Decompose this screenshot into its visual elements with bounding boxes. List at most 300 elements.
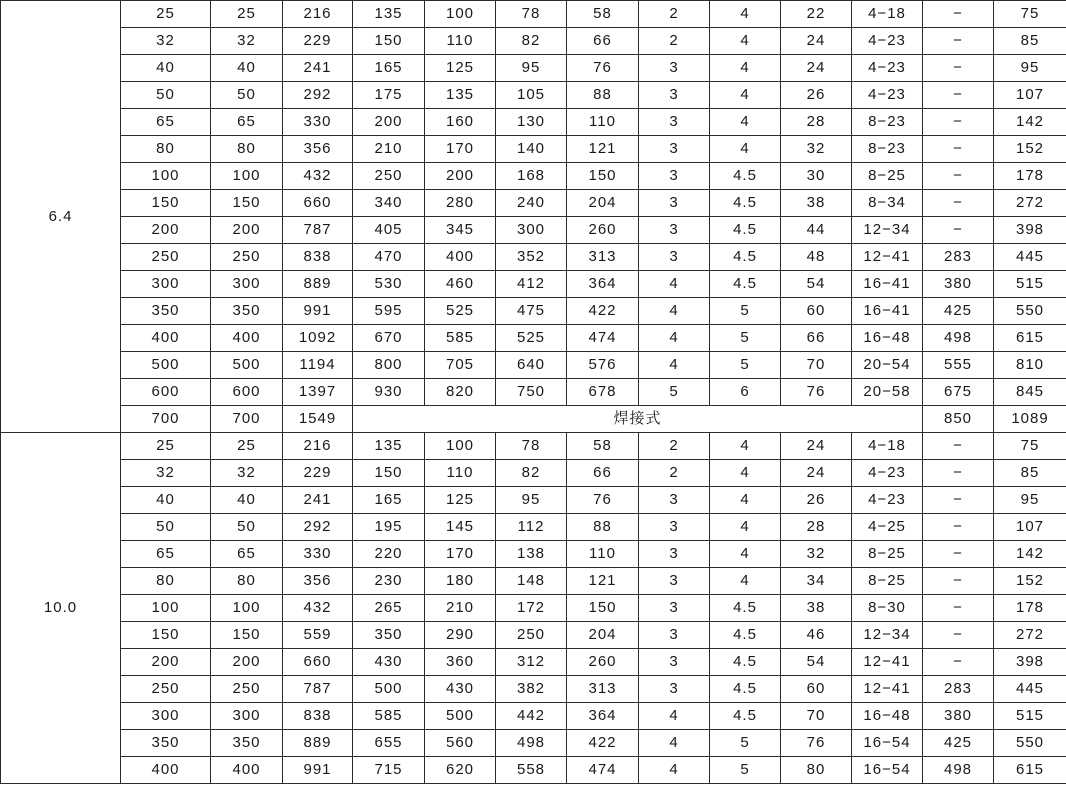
table-cell: 107 <box>994 82 1066 109</box>
table-cell: 76 <box>567 55 639 82</box>
table-cell: 810 <box>994 352 1066 379</box>
table-cell: − <box>923 487 994 514</box>
table-cell: 4 <box>639 325 710 352</box>
table-cell: 160 <box>425 109 496 136</box>
table-cell: 4.5 <box>710 703 781 730</box>
table-cell: 4 <box>639 271 710 298</box>
table-cell: 425 <box>923 298 994 325</box>
table-cell: 5 <box>710 730 781 757</box>
table-cell: 16−41 <box>852 271 923 298</box>
table-cell: 75 <box>994 433 1066 460</box>
table-cell: 25 <box>121 433 211 460</box>
table-cell: 930 <box>353 379 425 406</box>
table-cell: 4.5 <box>710 622 781 649</box>
table-cell: 498 <box>923 757 994 784</box>
table-cell: 4 <box>710 460 781 487</box>
table-cell: 12−34 <box>852 217 923 244</box>
table-cell: 170 <box>425 541 496 568</box>
table-cell: 210 <box>353 136 425 163</box>
table-cell: 145 <box>425 514 496 541</box>
table-cell: 12−41 <box>852 244 923 271</box>
table-cell: 125 <box>425 55 496 82</box>
table-row <box>1 244 1066 271</box>
table-cell: 229 <box>283 460 353 487</box>
table-cell: 40 <box>121 55 211 82</box>
table-cell: 65 <box>121 541 211 568</box>
table-cell: 312 <box>496 649 567 676</box>
table-cell: 4.5 <box>710 676 781 703</box>
table-cell: 250 <box>121 676 211 703</box>
table-cell: 340 <box>353 190 425 217</box>
table-cell: 283 <box>923 676 994 703</box>
table-cell: 100 <box>211 595 283 622</box>
table-cell: 46 <box>781 622 852 649</box>
table-cell: 250 <box>121 244 211 271</box>
table-row <box>1 217 1066 244</box>
table-cell: 787 <box>283 217 353 244</box>
table-cell: 4−18 <box>852 1 923 28</box>
table-cell: 838 <box>283 244 353 271</box>
table-cell: 66 <box>567 28 639 55</box>
table-cell: 1194 <box>283 352 353 379</box>
table-cell: 78 <box>496 433 567 460</box>
table-cell: 300 <box>121 271 211 298</box>
table-cell: 82 <box>496 460 567 487</box>
table-cell: 3 <box>639 541 710 568</box>
table-cell: − <box>923 514 994 541</box>
table-cell: 241 <box>283 487 353 514</box>
table-cell: 204 <box>567 190 639 217</box>
table-cell: 400 <box>121 325 211 352</box>
table-cell: 559 <box>283 622 353 649</box>
table-cell: 229 <box>283 28 353 55</box>
table-cell: − <box>923 82 994 109</box>
table-cell: 845 <box>994 379 1066 406</box>
table-cell: 220 <box>353 541 425 568</box>
table-cell: 364 <box>567 271 639 298</box>
table-cell: 4−23 <box>852 55 923 82</box>
table-cell: 8−34 <box>852 190 923 217</box>
table-cell: 32 <box>211 28 283 55</box>
table-cell: 58 <box>567 1 639 28</box>
table-cell: 80 <box>121 568 211 595</box>
table-cell: 4 <box>639 757 710 784</box>
table-cell: 620 <box>425 757 496 784</box>
table-cell: − <box>923 649 994 676</box>
table-cell: − <box>923 190 994 217</box>
table-cell: 40 <box>211 55 283 82</box>
table-cell: 80 <box>121 136 211 163</box>
table-cell: 700 <box>211 406 283 433</box>
table-cell: 195 <box>353 514 425 541</box>
table-cell: 670 <box>353 325 425 352</box>
table-cell: 4 <box>710 568 781 595</box>
table-cell: 148 <box>496 568 567 595</box>
table-cell: 4 <box>639 730 710 757</box>
table-cell: 240 <box>496 190 567 217</box>
table-cell: 585 <box>425 325 496 352</box>
table-cell: 200 <box>121 649 211 676</box>
table-cell: 4 <box>710 514 781 541</box>
table-cell: 135 <box>425 82 496 109</box>
table-cell: − <box>923 217 994 244</box>
table-cell: 991 <box>283 757 353 784</box>
table-cell: 442 <box>496 703 567 730</box>
table-cell: 313 <box>567 676 639 703</box>
table-cell: 2 <box>639 460 710 487</box>
table-cell: 40 <box>121 487 211 514</box>
table-cell: 12−41 <box>852 649 923 676</box>
table-cell: 5 <box>710 325 781 352</box>
table-cell: 3 <box>639 136 710 163</box>
table-cell: 290 <box>425 622 496 649</box>
table-cell: 283 <box>923 244 994 271</box>
table-cell: 150 <box>211 190 283 217</box>
table-cell: 350 <box>211 730 283 757</box>
table-cell: 16−54 <box>852 730 923 757</box>
table-cell: 3 <box>639 190 710 217</box>
table-cell: 165 <box>353 55 425 82</box>
table-cell: 4 <box>710 55 781 82</box>
table-cell: 660 <box>283 649 353 676</box>
table-cell: 12−41 <box>852 676 923 703</box>
table-cell: 350 <box>121 730 211 757</box>
table-cell: 200 <box>121 217 211 244</box>
table-cell: 4.5 <box>710 163 781 190</box>
table-cell: 4.5 <box>710 271 781 298</box>
table-cell: 140 <box>496 136 567 163</box>
table-cell: 250 <box>211 244 283 271</box>
table-row <box>1 514 1066 541</box>
table-cell: − <box>923 55 994 82</box>
table-cell: 260 <box>567 649 639 676</box>
table-cell: 28 <box>781 109 852 136</box>
table-cell: 430 <box>425 676 496 703</box>
table-cell: 85 <box>994 28 1066 55</box>
table-cell: 50 <box>121 514 211 541</box>
table-cell: − <box>923 163 994 190</box>
table-cell: 432 <box>283 595 353 622</box>
table-cell: 4 <box>639 703 710 730</box>
table-cell: 16−54 <box>852 757 923 784</box>
table-cell: 445 <box>994 244 1066 271</box>
table-cell: 889 <box>283 271 353 298</box>
table-cell: 600 <box>121 379 211 406</box>
table-cell: 398 <box>994 649 1066 676</box>
table-cell: 58 <box>567 433 639 460</box>
table-cell: 32 <box>121 28 211 55</box>
table-cell: 16−41 <box>852 298 923 325</box>
table-cell: 95 <box>496 55 567 82</box>
table-cell: 820 <box>425 379 496 406</box>
table-cell: 2 <box>639 433 710 460</box>
table-cell: 330 <box>283 109 353 136</box>
table-cell: 142 <box>994 109 1066 136</box>
table-cell: 150 <box>211 622 283 649</box>
table-cell: 292 <box>283 514 353 541</box>
table-cell: 460 <box>425 271 496 298</box>
table-cell: 8−25 <box>852 541 923 568</box>
table-cell: 4−23 <box>852 460 923 487</box>
table-cell: 800 <box>353 352 425 379</box>
table-cell: 4 <box>639 352 710 379</box>
table-cell: 70 <box>781 703 852 730</box>
table-cell: 50 <box>211 514 283 541</box>
table-cell: 1092 <box>283 325 353 352</box>
table-cell: 60 <box>781 676 852 703</box>
table-cell: 20−58 <box>852 379 923 406</box>
table-cell: 356 <box>283 568 353 595</box>
table-cell: 110 <box>567 541 639 568</box>
table-cell: 38 <box>781 190 852 217</box>
table-row <box>1 460 1066 487</box>
table-row <box>1 163 1066 190</box>
table-cell: 498 <box>496 730 567 757</box>
table-cell: 3 <box>639 595 710 622</box>
table-cell: 95 <box>994 55 1066 82</box>
table-cell: 350 <box>353 622 425 649</box>
table-cell: 70 <box>781 352 852 379</box>
table-cell: 8−25 <box>852 163 923 190</box>
table-cell: 655 <box>353 730 425 757</box>
table-row <box>1 136 1066 163</box>
table-cell: 4 <box>710 136 781 163</box>
table-row <box>1 190 1066 217</box>
table-cell: 422 <box>567 298 639 325</box>
table-cell: 422 <box>567 730 639 757</box>
table-row <box>1 109 1066 136</box>
table-cell: 138 <box>496 541 567 568</box>
table-cell: 5 <box>710 757 781 784</box>
table-cell: 30 <box>781 163 852 190</box>
table-cell: 24 <box>781 28 852 55</box>
table-cell: 76 <box>781 379 852 406</box>
table-cell: 48 <box>781 244 852 271</box>
table-cell: 112 <box>496 514 567 541</box>
table-cell: 172 <box>496 595 567 622</box>
table-cell: 178 <box>994 163 1066 190</box>
table-cell: 400 <box>121 757 211 784</box>
table-cell: 2 <box>639 28 710 55</box>
table-cell: 350 <box>211 298 283 325</box>
table-cell: 107 <box>994 514 1066 541</box>
table-cell: 558 <box>496 757 567 784</box>
table-cell: 576 <box>567 352 639 379</box>
table-cell: 330 <box>283 541 353 568</box>
table-cell: 24 <box>781 55 852 82</box>
table-cell: 660 <box>283 190 353 217</box>
table-cell: 400 <box>211 325 283 352</box>
table-cell: 22 <box>781 1 852 28</box>
table-cell: 32 <box>781 136 852 163</box>
table-row <box>1 433 1066 460</box>
table-cell: 705 <box>425 352 496 379</box>
table-cell: 24 <box>781 433 852 460</box>
table-cell: 121 <box>567 136 639 163</box>
table-cell: 425 <box>923 730 994 757</box>
table-cell: 8−30 <box>852 595 923 622</box>
table-cell: 4−23 <box>852 28 923 55</box>
table-cell: 66 <box>781 325 852 352</box>
table-row <box>1 325 1066 352</box>
table-cell: 2 <box>639 1 710 28</box>
table-cell: 678 <box>567 379 639 406</box>
table-cell: 8−23 <box>852 109 923 136</box>
table-cell: 4−25 <box>852 514 923 541</box>
table-row <box>1 487 1066 514</box>
table-cell: 500 <box>211 352 283 379</box>
table-cell: 500 <box>121 352 211 379</box>
table-cell: 4.5 <box>710 649 781 676</box>
table-cell: 100 <box>425 1 496 28</box>
table-cell: 110 <box>425 28 496 55</box>
table-cell: 3 <box>639 487 710 514</box>
table-cell: 585 <box>353 703 425 730</box>
table-cell: 5 <box>710 298 781 325</box>
table-cell: 4 <box>639 298 710 325</box>
table-row <box>1 595 1066 622</box>
table-cell: 4 <box>710 487 781 514</box>
table-cell: 76 <box>781 730 852 757</box>
table-cell: 5 <box>639 379 710 406</box>
table-cell: 640 <box>496 352 567 379</box>
table-cell: 88 <box>567 82 639 109</box>
table-cell: 350 <box>121 298 211 325</box>
table-cell: 80 <box>211 568 283 595</box>
pressure-cell: 10.0 <box>1 433 121 784</box>
table-cell: − <box>923 595 994 622</box>
table-cell: 3 <box>639 514 710 541</box>
table-cell: 3 <box>639 244 710 271</box>
table-cell: 100 <box>121 595 211 622</box>
table-cell: 26 <box>781 82 852 109</box>
table-row <box>1 730 1066 757</box>
table-row <box>1 298 1066 325</box>
table-cell: 412 <box>496 271 567 298</box>
table-cell: 300 <box>496 217 567 244</box>
table-cell: 432 <box>283 163 353 190</box>
table-cell: 65 <box>121 109 211 136</box>
table-cell: 12−34 <box>852 622 923 649</box>
table-cell: 475 <box>496 298 567 325</box>
table-cell: 4.5 <box>710 190 781 217</box>
table-cell: 560 <box>425 730 496 757</box>
table-cell: 500 <box>353 676 425 703</box>
table-cell: 66 <box>567 460 639 487</box>
table-cell: 272 <box>994 190 1066 217</box>
table-cell: 360 <box>425 649 496 676</box>
table-row <box>1 55 1066 82</box>
table-cell: 3 <box>639 55 710 82</box>
table-row <box>1 541 1066 568</box>
table-cell: 850 <box>923 406 994 433</box>
table-cell: 675 <box>923 379 994 406</box>
table-cell: 6 <box>710 379 781 406</box>
table-cell: − <box>923 541 994 568</box>
table-cell: 32 <box>781 541 852 568</box>
table-cell: 178 <box>994 595 1066 622</box>
table-cell: 4−23 <box>852 487 923 514</box>
table-cell: 700 <box>121 406 211 433</box>
table-cell: 142 <box>994 541 1066 568</box>
table-cell: 300 <box>121 703 211 730</box>
table-cell: 100 <box>121 163 211 190</box>
table-cell: 65 <box>211 109 283 136</box>
table-cell: 175 <box>353 82 425 109</box>
table-cell: 445 <box>994 676 1066 703</box>
table-cell: 80 <box>211 136 283 163</box>
table-cell: − <box>923 28 994 55</box>
table-cell: 352 <box>496 244 567 271</box>
table-cell: 382 <box>496 676 567 703</box>
table-cell: 152 <box>994 136 1066 163</box>
table-cell: 750 <box>496 379 567 406</box>
table-cell: 50 <box>121 82 211 109</box>
table-cell: 1089 <box>994 406 1066 433</box>
table-cell: 400 <box>211 757 283 784</box>
table-cell: 24 <box>781 460 852 487</box>
table-cell: 204 <box>567 622 639 649</box>
table-cell: 4 <box>710 433 781 460</box>
table-cell: 200 <box>353 109 425 136</box>
table-cell: 4.5 <box>710 217 781 244</box>
table-cell: 356 <box>283 136 353 163</box>
table-cell: − <box>923 622 994 649</box>
table-cell: 28 <box>781 514 852 541</box>
table-cell: 5 <box>710 352 781 379</box>
table-row <box>1 406 1066 433</box>
table-row <box>1 352 1066 379</box>
table-cell: − <box>923 136 994 163</box>
table-cell: 78 <box>496 1 567 28</box>
table-cell: 241 <box>283 55 353 82</box>
table-cell: 150 <box>567 595 639 622</box>
table-cell: 4 <box>710 541 781 568</box>
table-cell: 600 <box>211 379 283 406</box>
table-cell: 150 <box>353 28 425 55</box>
table-cell: 125 <box>425 487 496 514</box>
table-cell: 26 <box>781 487 852 514</box>
table-row <box>1 703 1066 730</box>
table-cell: 110 <box>567 109 639 136</box>
table-cell: 25 <box>211 433 283 460</box>
table-cell: 250 <box>211 676 283 703</box>
table-cell: 40 <box>211 487 283 514</box>
table-cell: 230 <box>353 568 425 595</box>
table-cell: 3 <box>639 649 710 676</box>
table-row <box>1 82 1066 109</box>
table-cell: 615 <box>994 325 1066 352</box>
table-cell: 150 <box>353 460 425 487</box>
table-cell: − <box>923 109 994 136</box>
table-cell: 555 <box>923 352 994 379</box>
table-row <box>1 622 1066 649</box>
table-cell: 135 <box>353 433 425 460</box>
table-cell: 364 <box>567 703 639 730</box>
table-row <box>1 649 1066 676</box>
table-cell: − <box>923 460 994 487</box>
table-cell: 200 <box>211 649 283 676</box>
table-cell: 38 <box>781 595 852 622</box>
welded-type-cell: 焊接式 <box>353 406 923 433</box>
table-row <box>1 271 1066 298</box>
table-cell: 889 <box>283 730 353 757</box>
table-cell: 8−23 <box>852 136 923 163</box>
table-cell: 100 <box>211 163 283 190</box>
table-cell: 500 <box>425 703 496 730</box>
table-cell: 280 <box>425 190 496 217</box>
table-cell: 4−18 <box>852 433 923 460</box>
